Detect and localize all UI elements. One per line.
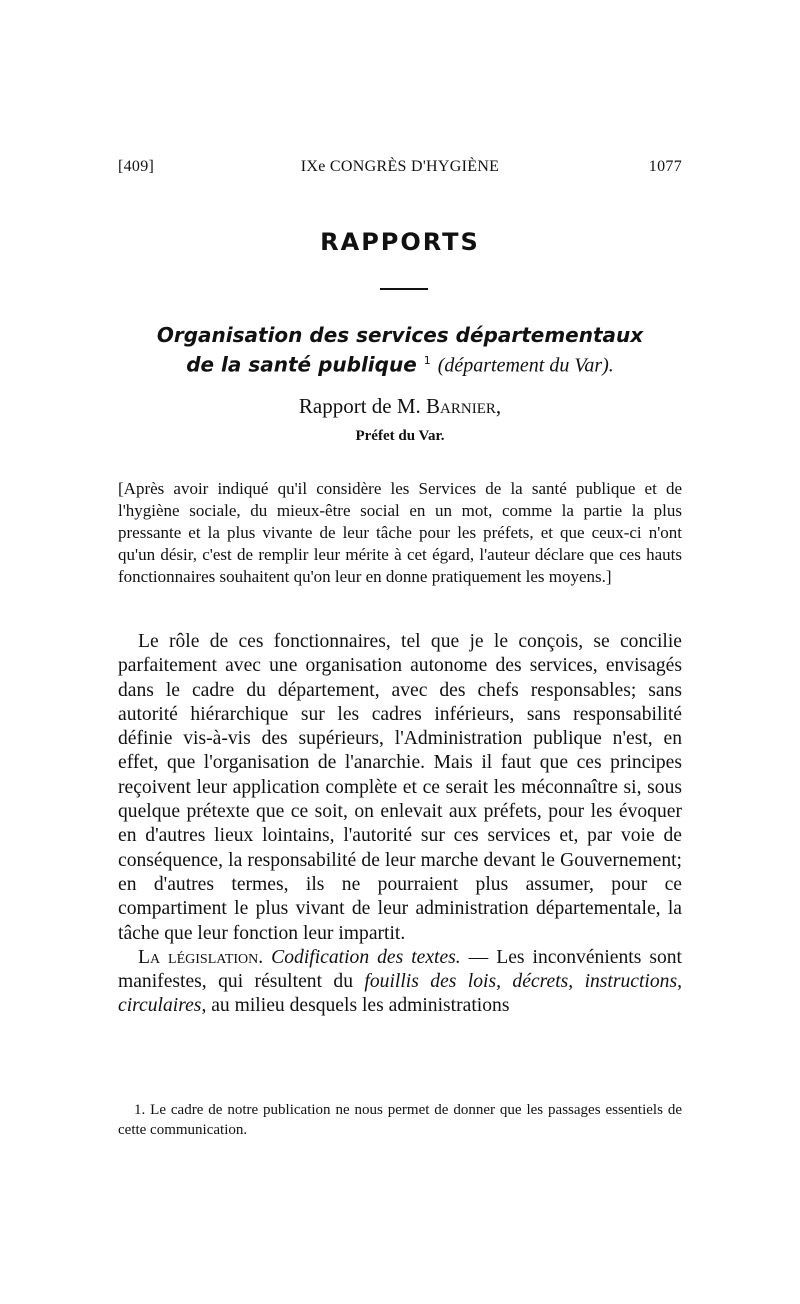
section-title: RAPPORTS: [320, 228, 480, 256]
footnote: [118, 1100, 682, 1140]
page-number: 1077: [648, 158, 682, 175]
paragraph-2-subheading: Codification des textes.: [271, 946, 461, 968]
summary-paragraph: [Après avoir indiqué qu'il considère les Services de la santé publique et de l'hygiène sociale, du mieux-être social en un mot, comme la partie la plus pressante et la plus vivante de leur tâche pour les préfets, et que ceux-ci n'ont qu'un désir, c'est de remplir leur mérite à cet égard, l'auteur déclare que ces hauts fonctionnaires souhaitent qu'on leur en donne pratiquement les moyens.]: [118, 479, 682, 586]
article-title-line1: Organisation des services départementaux: [156, 323, 644, 347]
running-header: [118, 158, 682, 182]
author-prefix: Rapport de M.: [298, 394, 421, 418]
page-ref-left: [409]: [118, 158, 155, 175]
article-title: [100, 322, 700, 379]
running-title: IXe CONGRÈS D'HYGIÈNE: [300, 158, 500, 175]
article-title-line2-wrap: [100, 348, 700, 379]
article-title-line2: de la santé publique: [186, 352, 417, 377]
paragraph-2-text-a: — Les inconvénients sont manifestes, qui résultent du: [118, 946, 682, 993]
author-line: [0, 394, 800, 419]
body-text: [118, 630, 682, 1019]
article-title-dept: (département du Var).: [437, 354, 614, 377]
title-rule: [380, 288, 428, 290]
footnote-text: 1. Le cadre de notre publication ne nous permet de donner que les passages essentiels de cette communication.: [118, 1102, 682, 1138]
paragraph-2: [118, 946, 682, 1019]
paragraph-1: Le rôle de ces fonctionnaires, tel que je le conçois, se concilie parfaitement avec une organisation autonome des services, envisagés dans le cadre du département, avec des chefs responsables; sans autorité hiérarchique sur les cadres inférieurs, sans responsabilité définie vis-à-vis des supérieurs, l'Administration publique n'est, en effet, que l'organisation de l'anarchie. Mais il faut que ces principes reçoivent leur application complète et ce serait les méconnaître si, sous quelque prétexte que ce soit, on enlevait aux préfets, pour les évoquer en d'autres lieux lointains, l'autorité sur ces services et, par voie de conséquence, la responsabilité de leur marche devant le Gouvernement; en d'autres termes, ils ne pourraient plus assumer, pour ce compartiment le plus vivant de leur administration départementale, la tâche que leur fonction leur impartit.: [118, 631, 682, 944]
paragraph-2-heading: La législation.: [138, 946, 264, 968]
paragraph-2-text-b: , au milieu desquels les administrations: [201, 995, 510, 1017]
author-name: Barnier,: [426, 394, 502, 418]
paragraph-2-emphasis: fouillis des lois, décrets, instructions, circulaires: [118, 971, 682, 1017]
author-role: Préfet du Var.: [355, 428, 445, 444]
footnote-ref: 1: [423, 354, 431, 367]
